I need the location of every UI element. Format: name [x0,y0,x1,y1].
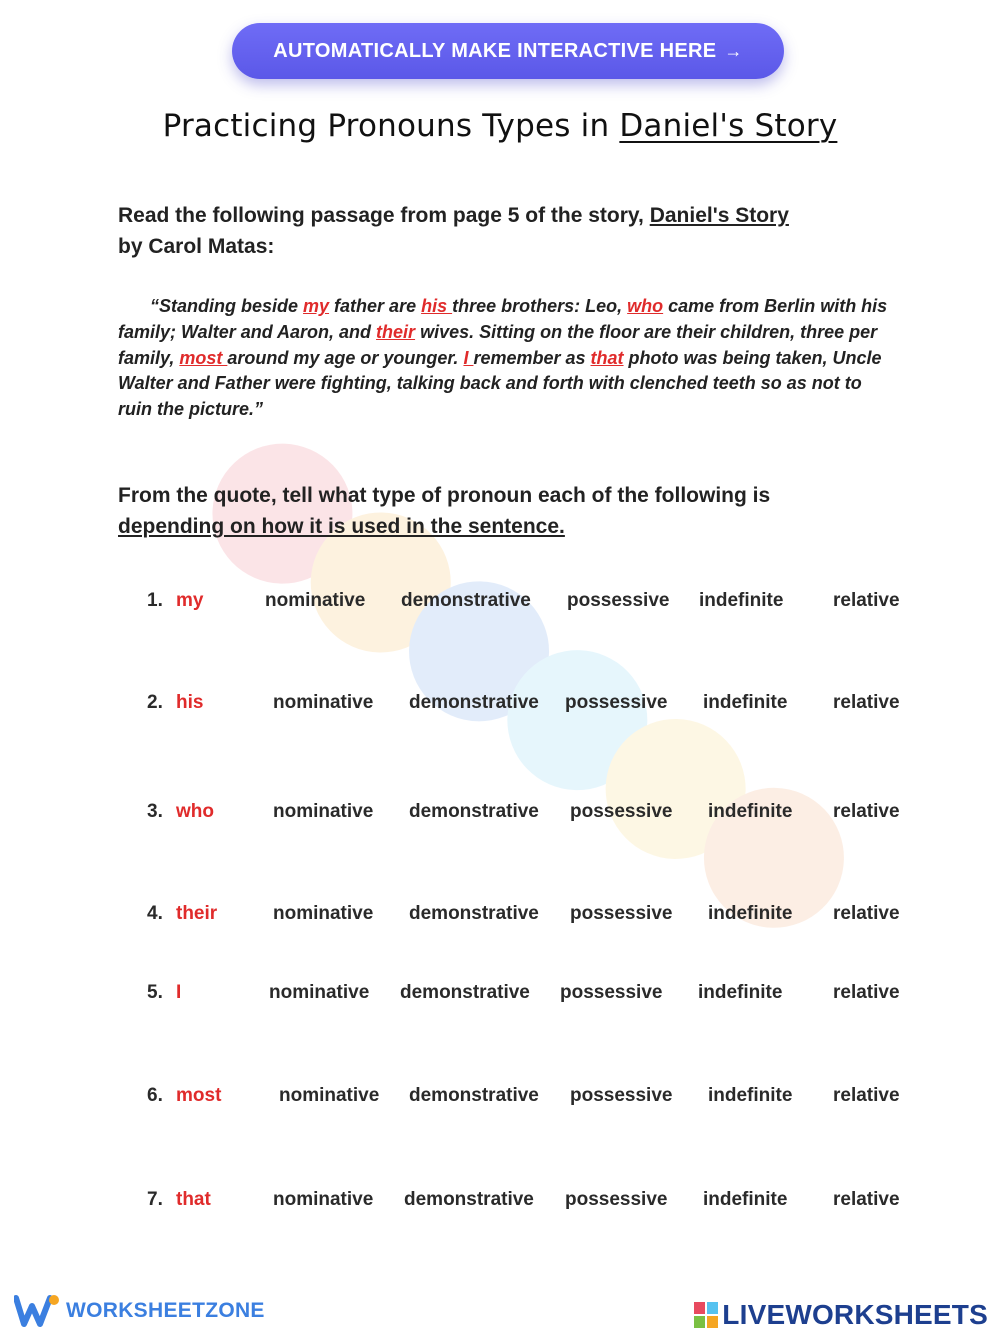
quote-highlight-who: who [627,296,664,316]
item-number: 1. [147,590,163,611]
option-relative[interactable]: relative [833,1085,900,1106]
item-pronoun: his [176,692,204,713]
option-relative[interactable]: relative [833,692,900,713]
item-pronoun: I [176,982,182,1003]
worksheetzone-brand[interactable] [14,1293,265,1329]
quote-text-6: around my age or younger. [227,347,464,368]
quote-text-3: three brothers: Leo, [452,296,628,316]
question-line2: depending on how it is used in the sentence. [118,515,565,538]
list-item [0,692,1000,722]
option-possessive[interactable]: possessive [570,801,673,822]
option-indefinite[interactable]: indefinite [703,1189,788,1210]
option-indefinite[interactable]: indefinite [698,982,783,1003]
option-indefinite[interactable]: indefinite [708,903,793,924]
quote-highlight-that: that [590,347,624,368]
story-quote [118,294,888,423]
question-line1: From the quote, tell what type of pronoun each of the following is [118,484,771,507]
quote-highlight-my: my [303,296,330,316]
option-demonstrative[interactable]: demonstrative [409,903,539,924]
quote-text-2: father are [329,296,422,316]
option-indefinite[interactable]: indefinite [708,1085,793,1106]
liveworksheets-text: LIVEWORKSHEETS [722,1299,988,1330]
option-indefinite[interactable]: indefinite [703,692,788,713]
item-number: 6. [147,1085,163,1106]
worksheetzone-logo-icon [14,1294,60,1328]
option-relative[interactable]: relative [833,590,900,611]
liveworksheets-brand[interactable] [694,1299,988,1331]
option-demonstrative[interactable]: demonstrative [409,692,539,713]
item-pronoun: that [176,1189,211,1210]
option-relative[interactable]: relative [833,801,900,822]
liveworksheets-logo-icon [694,1302,718,1328]
page-title [0,108,1000,144]
quote-highlight-his: his [421,296,453,316]
list-item [0,1189,1000,1219]
option-nominative[interactable]: nominative [273,692,374,713]
list-item [0,1085,1000,1115]
option-relative[interactable]: relative [833,1189,900,1210]
option-demonstrative[interactable]: demonstrative [401,590,531,611]
list-item [0,903,1000,933]
item-pronoun: most [176,1085,222,1106]
title-book: Daniel's Story [619,108,838,144]
quote-text-4: came from Berlin with his family; Walter and Aaron, and [118,296,888,342]
list-item [0,590,1000,620]
option-demonstrative[interactable]: demonstrative [400,982,530,1003]
item-pronoun: their [176,903,218,924]
option-relative[interactable]: relative [833,903,900,924]
worksheetzone-text: WORKSHEETZONE [66,1299,265,1322]
option-demonstrative[interactable]: demonstrative [409,1085,539,1106]
item-pronoun: my [176,590,204,611]
option-nominative[interactable]: nominative [269,982,370,1003]
option-possessive[interactable]: possessive [570,903,673,924]
question-text [118,480,878,542]
option-relative[interactable]: relative [833,982,900,1003]
arrow-right-icon: → [724,40,743,61]
list-item [0,801,1000,831]
quote-highlight-most: most [179,347,228,368]
intro-line2: by Carol Matas: [118,235,275,258]
quote-text-8: photo was being taken, Uncle Walter and Father were fighting, talking back and forth with clenched teeth so as not to ruin the picture.” [118,347,882,420]
make-interactive-button[interactable] [232,23,784,79]
quote-text-1: “Standing beside [150,296,304,316]
option-possessive[interactable]: possessive [560,982,663,1003]
intro-line1: Read the following passage from page 5 of the story, [118,204,650,227]
item-number: 2. [147,692,163,713]
quote-text-7: remember as [473,347,591,368]
option-possessive[interactable]: possessive [565,692,668,713]
quote-highlight-i: I [463,347,474,368]
option-nominative[interactable]: nominative [273,801,374,822]
item-number: 3. [147,801,163,822]
item-number: 5. [147,982,163,1003]
make-interactive-label: AUTOMATICALLY MAKE INTERACTIVE HERE [273,39,717,62]
option-possessive[interactable]: possessive [567,590,670,611]
intro-text [118,200,878,262]
option-possessive[interactable]: possessive [565,1189,668,1210]
item-number: 4. [147,903,163,924]
option-nominative[interactable]: nominative [279,1085,380,1106]
option-nominative[interactable]: nominative [265,590,366,611]
quote-text-5: wives. Sitting on the floor are their children, three per family, [118,321,878,368]
option-possessive[interactable]: possessive [570,1085,673,1106]
option-demonstrative[interactable]: demonstrative [404,1189,534,1210]
option-demonstrative[interactable]: demonstrative [409,801,539,822]
intro-book: Daniel's Story [649,204,789,227]
option-indefinite[interactable]: indefinite [699,590,784,611]
option-nominative[interactable]: nominative [273,1189,374,1210]
list-item [0,982,1000,1012]
quote-highlight-their: their [376,321,416,342]
option-indefinite[interactable]: indefinite [708,801,793,822]
item-pronoun: who [176,801,214,822]
item-number: 7. [147,1189,163,1210]
option-nominative[interactable]: nominative [273,903,374,924]
title-prefix: Practicing Pronouns Types in [162,108,620,144]
